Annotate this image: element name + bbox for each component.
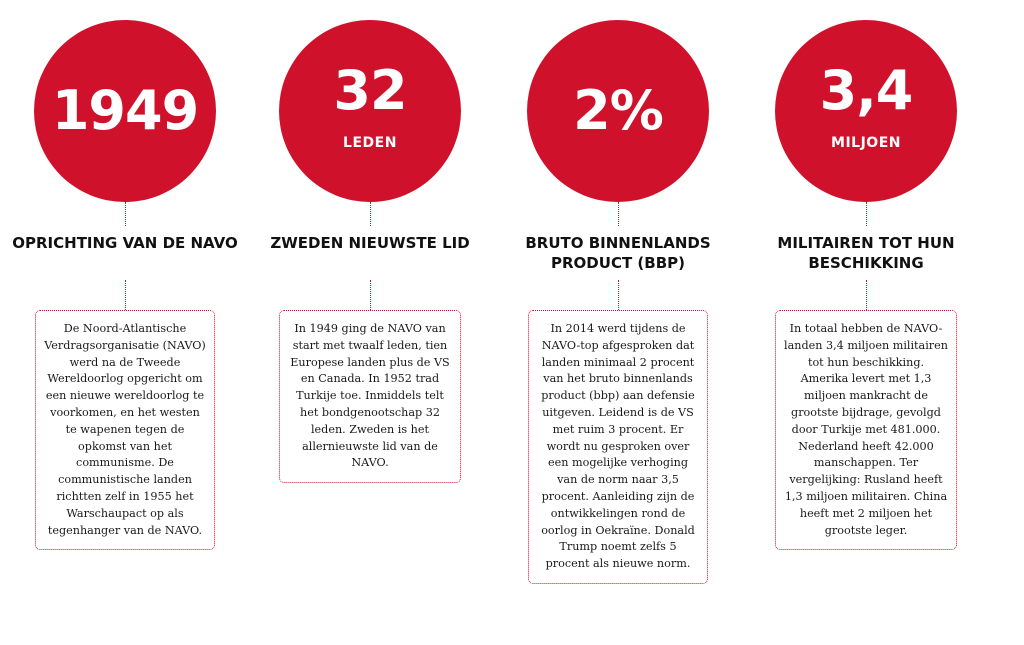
column-founding — [0, 0, 250, 645]
stat-number: 1949 — [51, 79, 199, 142]
stat-number: 3,4 — [819, 59, 913, 122]
info-box: De Noord-Atlantische Verdragsorganisatie (NAVO) werd na de Tweede Wereldoorlog opgericht om een nieuwe wereldoorlog te voorkomen, en het westen te wapenen tegen de opkomst van het communisme. De communistische landen richtten zelf in 1955 het Warschaupact op als tegenhanger van de NAVO. — [35, 310, 215, 550]
connector-line — [618, 280, 619, 310]
connector-line — [866, 280, 867, 310]
info-box: In 2014 werd tijdens de NAVO-top afgesproken dat landen minimaal 2 procent van het bruto binnenlands product (bbp) aan defensie uitgeven. Leidend is de VS met ruim 3 procent. Er wordt nu gesproken over een mogelijke verhoging van de norm naar 3,5 procent. Aanleiding zijn de ontwikkelingen rond de oorlog in Oekraïne. Donald Trump noemt zelfs 5 procent als nieuwe norm. — [528, 310, 708, 584]
stat-circle — [279, 20, 461, 202]
stat-number: 32 — [333, 59, 407, 122]
stat-circle — [775, 20, 957, 202]
stat-unit: MILJOEN — [831, 135, 901, 151]
connector-line — [866, 202, 867, 226]
column-heading: ZWEDEN NIEUWSTE LID — [270, 234, 470, 252]
column-members — [245, 0, 495, 645]
column-heading: MILITAIREN TOT HUN BESCHIKKING — [777, 234, 955, 272]
column-heading: BRUTO BINNENLANDS PRODUCT (BBP) — [525, 234, 711, 272]
column-gdp — [493, 0, 743, 645]
stat-number: 2% — [573, 79, 663, 142]
connector-line — [125, 280, 126, 310]
info-box: In totaal hebben de NAVO-landen 3,4 miljoen militairen tot hun beschikking. Amerika levert met 1,3 miljoen mankracht de grootste bijdrage, gevolgd door Turkije met 481.000. Nederland heeft 42.000 manschappen. Ter vergelijking: Rusland heeft 1,3 miljoen militairen. China heeft met 2 miljoen het grootste leger. — [775, 310, 957, 550]
stat-circle — [34, 20, 216, 202]
column-military — [741, 0, 991, 645]
info-box: In 1949 ging de NAVO van start met twaalf leden, tien Europese landen plus de VS en Canada. In 1952 trad Turkije toe. Inmiddels telt het bondgenootschap 32 leden. Zweden is het allernieuwste lid van de NAVO. — [279, 310, 461, 483]
connector-line — [125, 202, 126, 226]
connector-line — [370, 280, 371, 310]
stat-circle — [527, 20, 709, 202]
connector-line — [370, 202, 371, 226]
connector-line — [618, 202, 619, 226]
stat-unit: LEDEN — [343, 135, 397, 151]
column-heading: OPRICHTING VAN DE NAVO — [12, 234, 238, 252]
